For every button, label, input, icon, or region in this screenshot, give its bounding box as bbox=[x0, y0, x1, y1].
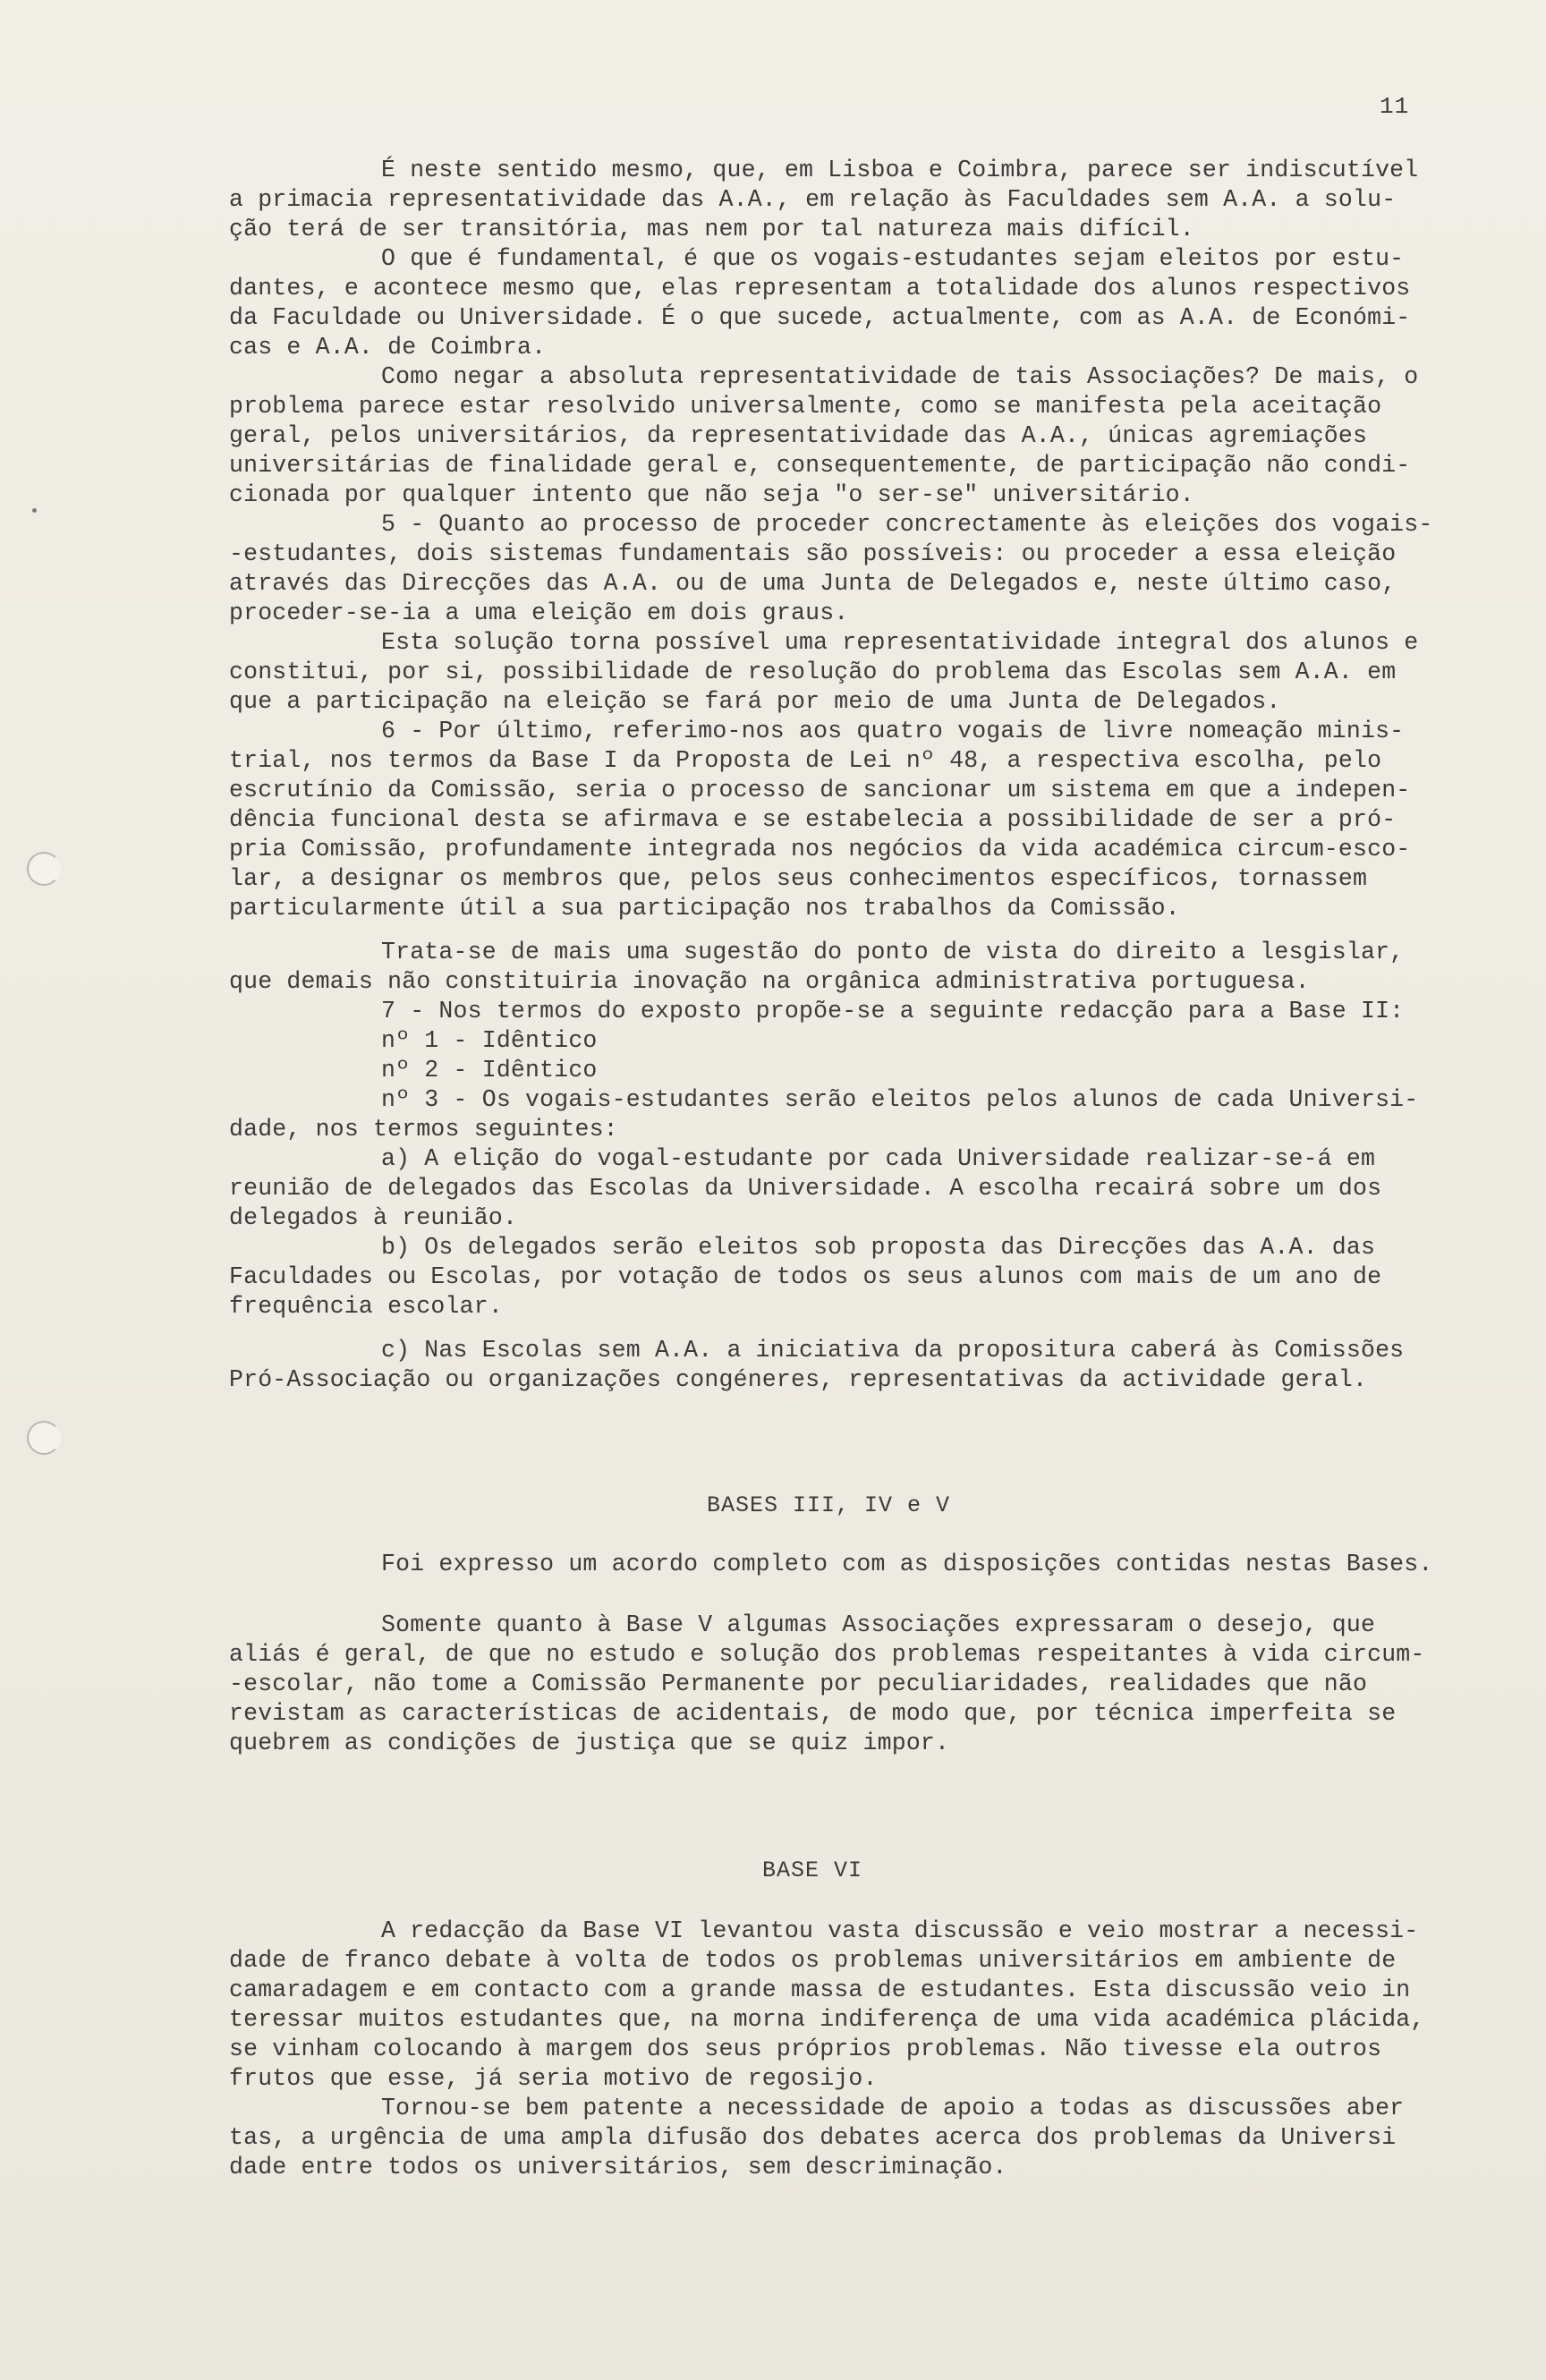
section-heading: BASE VI bbox=[762, 1857, 863, 1883]
text-line: a primacia representatividade das A.A., em relação às Faculdades sem A.A. a solu- bbox=[229, 186, 1397, 213]
text-line: Somente quanto à Base V algumas Associações expressaram o desejo, que bbox=[381, 1611, 1376, 1638]
punch-hole-upper bbox=[27, 852, 61, 886]
text-line: aliás é geral, de que no estudo e solução dos problemas respeitantes à vida circum- bbox=[229, 1641, 1425, 1668]
text-line: Pró-Associação ou organizações congéneres, representativas da actividade geral. bbox=[229, 1366, 1368, 1393]
text-line: dade entre todos os universitários, sem descriminação. bbox=[229, 2154, 1007, 2180]
text-line: constitui, por si, possibilidade de resolução do problema das Escolas sem A.A. em bbox=[229, 659, 1397, 685]
text-line: quebrem as condições de justiça que se quiz impor. bbox=[229, 1730, 950, 1756]
text-line: que a participação na eleição se fará por meio de uma Junta de Delegados. bbox=[229, 688, 1281, 715]
text-line: proceder-se-ia a uma eleição em dois graus. bbox=[229, 599, 849, 626]
text-line: se vinham colocando à margem dos seus próprios problemas. Não tivesse ela outros bbox=[229, 2036, 1382, 2062]
text-line: Esta solução torna possível uma representatividade integral dos alunos e bbox=[381, 629, 1419, 656]
text-line: Tornou-se bem patente a necessidade de apoio a todas as discussões aber bbox=[381, 2095, 1405, 2121]
text-line: cas e A.A. de Coimbra. bbox=[229, 334, 547, 361]
text-line: -escolar, não tome a Comissão Permanente por peculiaridades, realidades que não bbox=[229, 1670, 1368, 1697]
text-line: nº 3 - Os vogais-estudantes serão eleitos pelos alunos de cada Universi- bbox=[381, 1086, 1419, 1113]
text-line: particularmente útil a sua participação nos trabalhos da Comissão. bbox=[229, 895, 1180, 922]
text-line: dade de franco debate à volta de todos os problemas universitários em ambiente de bbox=[229, 1947, 1397, 1974]
text-line: tas, a urgência de uma ampla difusão dos debates acerca dos problemas da Universi bbox=[229, 2124, 1397, 2151]
text-line: 6 - Por último, referimo-nos aos quatro vogais de livre nomeação minis- bbox=[381, 718, 1405, 744]
text-line: Como negar a absoluta representatividade de tais Associações? De mais, o bbox=[381, 363, 1419, 390]
margin-dot bbox=[32, 508, 37, 513]
text-line: lar, a designar os membros que, pelos seus conhecimentos específicos, tornassem bbox=[229, 865, 1368, 892]
text-line: através das Direcções das A.A. ou de uma Junta de Delegados e, neste último caso, bbox=[229, 570, 1397, 597]
text-line: delegados à reunião. bbox=[229, 1204, 518, 1231]
text-line: -estudantes, dois sistemas fundamentais são possíveis: ou proceder a essa eleição bbox=[229, 540, 1397, 567]
text-line: revistam as características de acidentais, de modo que, por técnica imperfeita se bbox=[229, 1700, 1397, 1727]
text-line: escrutínio da Comissão, seria o processo de sancionar um sistema em que a indepen- bbox=[229, 777, 1411, 803]
text-line: camaradagem e em contacto com a grande massa de estudantes. Esta discussão veio in bbox=[229, 1976, 1411, 2003]
text-line: frequência escolar. bbox=[229, 1293, 503, 1320]
text-line: 7 - Nos termos do exposto propõe-se a seguinte redacção para a Base II: bbox=[381, 998, 1405, 1024]
text-line: problema parece estar resolvido universalmente, como se manifesta pela aceitação bbox=[229, 393, 1382, 420]
text-line: nº 2 - Idêntico bbox=[381, 1057, 598, 1084]
text-line: Trata-se de mais uma sugestão do ponto de vista do direito a lesgislar, bbox=[381, 939, 1405, 965]
text-line: 5 - Quanto ao processo de proceder concrectamente às eleições dos vogais- bbox=[381, 511, 1433, 538]
text-line: trial, nos termos da Base I da Proposta de Lei nº 48, a respectiva escolha, pelo bbox=[229, 747, 1382, 774]
text-line: frutos que esse, já seria motivo de regosijo. bbox=[229, 2065, 878, 2092]
text-line: O que é fundamental, é que os vogais-estudantes sejam eleitos por estu- bbox=[381, 245, 1405, 272]
text-line: A redacção da Base VI levantou vasta discussão e veio mostrar a necessi- bbox=[381, 1917, 1419, 1944]
text-line: Faculdades ou Escolas, por votação de todos os seus alunos com mais de um ano de bbox=[229, 1263, 1382, 1290]
text-line: É neste sentido mesmo, que, em Lisboa e Coimbra, parece ser indiscutível bbox=[381, 157, 1419, 183]
text-line: reunião de delegados das Escolas da Universidade. A escolha recairá sobre um dos bbox=[229, 1175, 1382, 1202]
text-line: pria Comissão, profundamente integrada nos negócios da vida académica circum-esco- bbox=[229, 836, 1411, 863]
text-line: geral, pelos universitários, da representatividade das A.A., únicas agremiações bbox=[229, 422, 1368, 449]
punch-hole-lower bbox=[27, 1421, 61, 1455]
text-line: Foi expresso um acordo completo com as disposições contidas nestas Bases. bbox=[381, 1551, 1433, 1577]
text-line: a) A elição do vogal-estudante por cada Universidade realizar-se-á em bbox=[381, 1145, 1376, 1172]
section-heading: BASES III, IV e V bbox=[707, 1492, 951, 1518]
text-line: da Faculdade ou Universidade. É o que sucede, actualmente, com as A.A. de Económi- bbox=[229, 304, 1411, 331]
text-line: cionada por qualquer intento que não seja "o ser-se" universitário. bbox=[229, 481, 1194, 508]
text-line: ção terá de ser transitória, mas nem por tal natureza mais difícil. bbox=[229, 216, 1194, 242]
text-line: universitárias de finalidade geral e, consequentemente, de participação não condi- bbox=[229, 452, 1411, 479]
text-line: dade, nos termos seguintes: bbox=[229, 1116, 618, 1143]
text-line: nº 1 - Idêntico bbox=[381, 1027, 598, 1054]
text-line: dantes, e acontece mesmo que, elas representam a totalidade dos alunos respectivos bbox=[229, 275, 1411, 302]
text-line: dência funcional desta se afirmava e se estabelecia a possibilidade de ser a pró- bbox=[229, 806, 1397, 833]
text-line: que demais não constituiria inovação na orgânica administrativa portuguesa. bbox=[229, 968, 1310, 995]
page-number: 11 bbox=[1380, 93, 1410, 120]
text-line: teressar muitos estudantes que, na morna indiferença de uma vida académica plácida, bbox=[229, 2006, 1425, 2033]
text-line: b) Os delegados serão eleitos sob proposta das Direcções das A.A. das bbox=[381, 1234, 1376, 1261]
text-line: c) Nas Escolas sem A.A. a iniciativa da propositura caberá às Comissões bbox=[381, 1337, 1405, 1364]
